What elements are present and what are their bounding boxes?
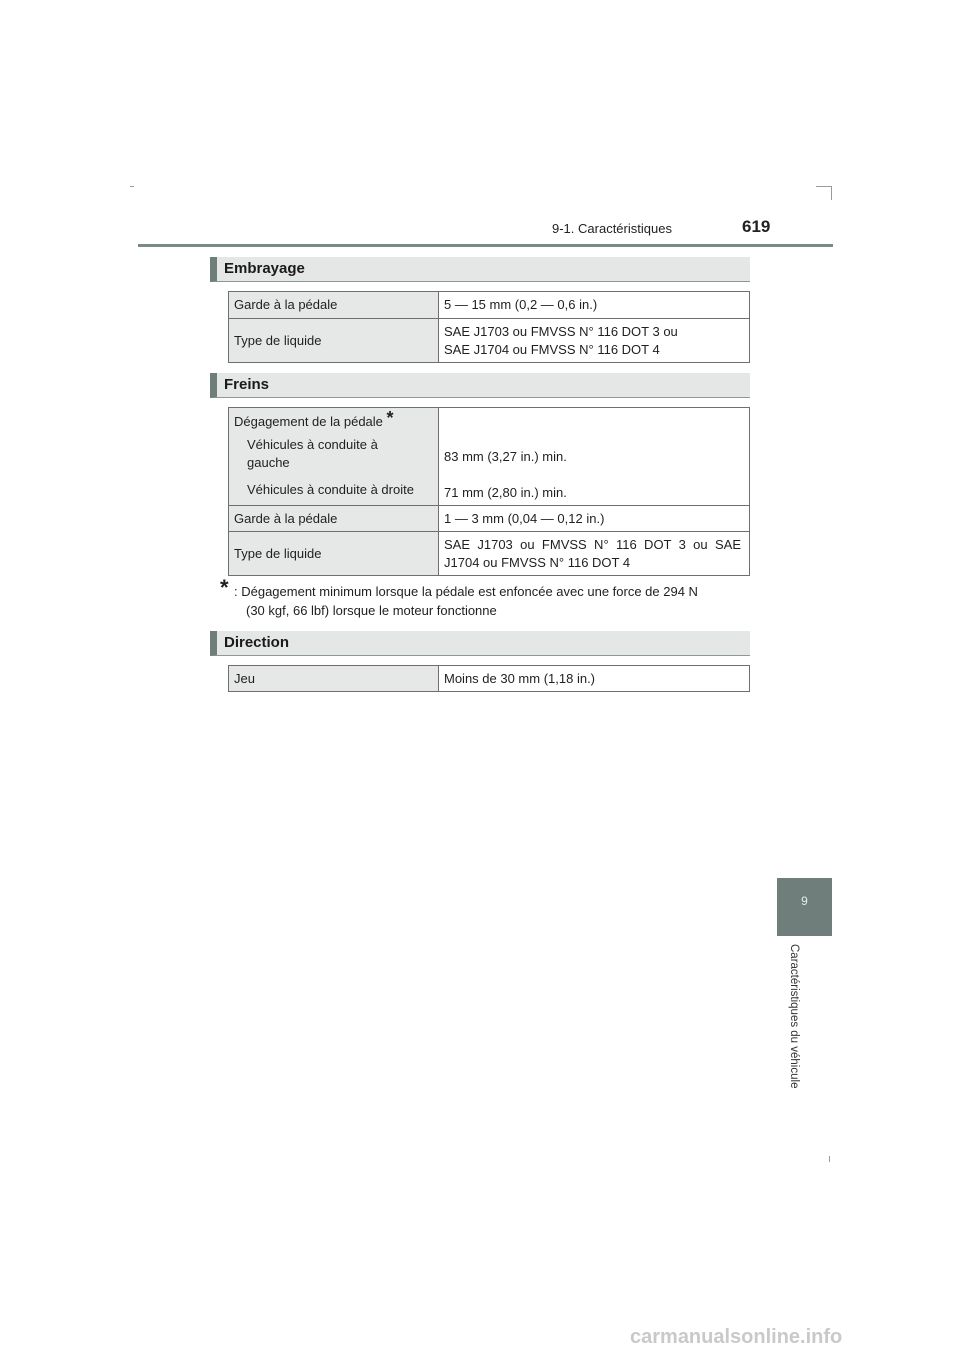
footnote (220, 575, 750, 620)
footnote-text: : Dégagement minimum lorsque la pédale est enfoncée avec une force de 294 N (234, 584, 698, 599)
crop-mark (816, 186, 832, 187)
section-heading-embrayage (210, 257, 750, 282)
watermark: carmanualsonline.info (630, 1326, 843, 1348)
table-label-cell: Type de liquide (229, 319, 439, 363)
table-label-cell: Garde à la pédale (229, 506, 439, 532)
value-line: SAE J1704 ou FMVSS N° 116 DOT 4 (444, 341, 660, 357)
table-label-cell: Jeu (229, 666, 439, 692)
value-line: SAE J1703 ou FMVSS N° 116 DOT 3 ou (444, 323, 678, 339)
crop-mark (831, 186, 832, 200)
table-label-cell: Type de liquide (229, 532, 439, 576)
table-value-cell (439, 408, 750, 506)
section-heading-direction (210, 631, 750, 656)
footnote-asterisk: * (220, 575, 229, 600)
crop-mark (130, 186, 134, 187)
embrayage-table (228, 291, 750, 363)
table-value-cell (439, 319, 750, 363)
section-heading-text: Freins (224, 376, 270, 393)
section-label: 9-1. Caractéristiques (552, 221, 672, 236)
crop-mark (829, 1156, 830, 1162)
section-heading-text: Embrayage (224, 260, 305, 277)
asterisk-marker: * (386, 408, 394, 428)
chapter-tab-number: 9 (801, 894, 808, 908)
table-value-cell: Moins de 30 mm (1,18 in.) (439, 666, 750, 692)
section-heading-text: Direction (224, 634, 290, 651)
table-row (229, 408, 750, 506)
table-label-cell: Garde à la pédale (229, 292, 439, 319)
table-value-cell: 5 — 15 mm (0,2 — 0,6 in.) (439, 292, 750, 319)
chapter-tab (777, 878, 832, 936)
table-row (229, 532, 750, 576)
value-line: 71 mm (2,80 in.) min. (444, 485, 567, 500)
degagement-label: Dégagement de la pédale * (234, 408, 394, 429)
value-line: 83 mm (3,27 in.) min. (444, 449, 567, 464)
footnote-text: (30 kgf, 66 lbf) lorsque le moteur fonctionne (246, 603, 497, 618)
table-value-cell: SAE J1703 ou FMVSS N° 116 DOT 3 ou SAE J1704 ou FMVSS N° 116 DOT 4 (439, 532, 750, 576)
page-number: 619 (742, 217, 771, 236)
table-row (229, 506, 750, 532)
sub-label: Véhicules à conduite à droite (247, 482, 414, 497)
chapter-tab-label: Caractéristiques du véhicule (788, 944, 800, 1089)
table-row (229, 666, 750, 692)
table-label-cell (229, 408, 439, 506)
sub-label: Véhicules à conduite à gauche (247, 437, 378, 470)
direction-table (228, 665, 750, 692)
table-row (229, 319, 750, 363)
table-row (229, 292, 750, 319)
table-value-cell: 1 — 3 mm (0,04 — 0,12 in.) (439, 506, 750, 532)
section-heading-freins (210, 373, 750, 398)
header-rule (138, 244, 833, 247)
freins-table (228, 407, 750, 576)
